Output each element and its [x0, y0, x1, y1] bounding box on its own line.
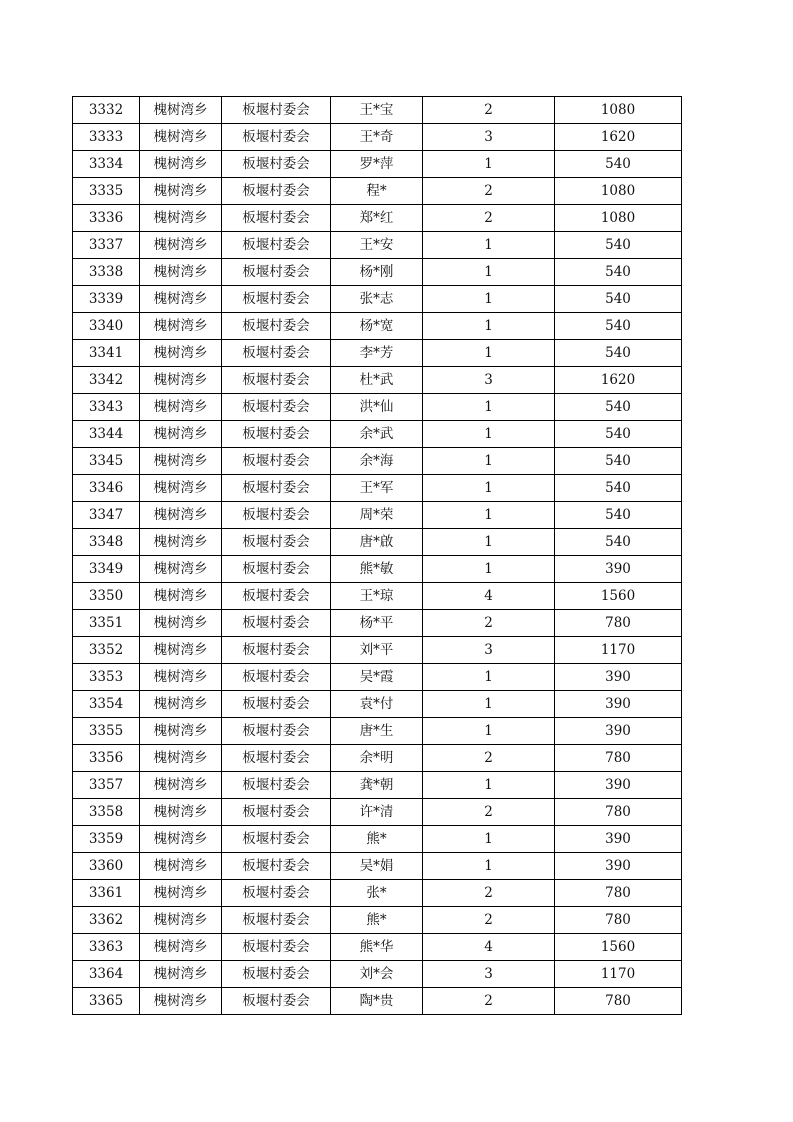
cell-village-committee: 板堰村委会: [222, 799, 331, 826]
cell-village-committee: 板堰村委会: [222, 556, 331, 583]
table-row: [73, 367, 682, 394]
table-row: [73, 151, 682, 178]
cell-township: 槐树湾乡: [140, 664, 222, 691]
cell-serial-number: 3355: [73, 718, 140, 745]
table-row: [73, 259, 682, 286]
cell-village-committee: 板堰村委会: [222, 259, 331, 286]
data-table: [72, 96, 682, 1015]
table-row: [73, 286, 682, 313]
table-row: [73, 880, 682, 907]
cell-township: 槐树湾乡: [140, 475, 222, 502]
cell-amount: 780: [555, 880, 682, 907]
cell-person-count: 1: [423, 718, 555, 745]
cell-person-count: 3: [423, 961, 555, 988]
cell-township: 槐树湾乡: [140, 718, 222, 745]
cell-serial-number: 3357: [73, 772, 140, 799]
cell-amount: 540: [555, 421, 682, 448]
cell-township: 槐树湾乡: [140, 691, 222, 718]
cell-person-count: 1: [423, 421, 555, 448]
cell-township: 槐树湾乡: [140, 124, 222, 151]
table-row: [73, 583, 682, 610]
cell-amount: 540: [555, 475, 682, 502]
cell-person-name: 李*芳: [331, 340, 423, 367]
cell-person-count: 1: [423, 691, 555, 718]
cell-amount: 540: [555, 232, 682, 259]
cell-amount: 540: [555, 448, 682, 475]
table-body: [73, 97, 682, 1015]
cell-township: 槐树湾乡: [140, 232, 222, 259]
cell-township: 槐树湾乡: [140, 556, 222, 583]
cell-person-name: 刘*会: [331, 961, 423, 988]
cell-person-count: 1: [423, 448, 555, 475]
cell-person-name: 袁*付: [331, 691, 423, 718]
cell-person-name: 熊*: [331, 907, 423, 934]
cell-township: 槐树湾乡: [140, 367, 222, 394]
table-row: [73, 799, 682, 826]
cell-person-count: 2: [423, 799, 555, 826]
cell-township: 槐树湾乡: [140, 880, 222, 907]
table-row: [73, 961, 682, 988]
cell-village-committee: 板堰村委会: [222, 907, 331, 934]
cell-person-count: 1: [423, 259, 555, 286]
cell-amount: 540: [555, 286, 682, 313]
cell-township: 槐树湾乡: [140, 286, 222, 313]
cell-person-count: 1: [423, 340, 555, 367]
cell-village-committee: 板堰村委会: [222, 718, 331, 745]
cell-person-count: 2: [423, 745, 555, 772]
table-row: [73, 664, 682, 691]
cell-serial-number: 3347: [73, 502, 140, 529]
cell-township: 槐树湾乡: [140, 151, 222, 178]
cell-person-count: 3: [423, 367, 555, 394]
cell-serial-number: 3351: [73, 610, 140, 637]
cell-serial-number: 3340: [73, 313, 140, 340]
table-row: [73, 772, 682, 799]
cell-amount: 540: [555, 340, 682, 367]
cell-serial-number: 3353: [73, 664, 140, 691]
cell-township: 槐树湾乡: [140, 259, 222, 286]
cell-township: 槐树湾乡: [140, 961, 222, 988]
cell-amount: 1080: [555, 178, 682, 205]
cell-township: 槐树湾乡: [140, 745, 222, 772]
cell-serial-number: 3341: [73, 340, 140, 367]
cell-person-name: 程*: [331, 178, 423, 205]
cell-person-name: 王*奇: [331, 124, 423, 151]
cell-amount: 1080: [555, 205, 682, 232]
cell-village-committee: 板堰村委会: [222, 475, 331, 502]
cell-person-name: 唐*生: [331, 718, 423, 745]
cell-village-committee: 板堰村委会: [222, 691, 331, 718]
cell-village-committee: 板堰村委会: [222, 529, 331, 556]
cell-serial-number: 3337: [73, 232, 140, 259]
cell-village-committee: 板堰村委会: [222, 610, 331, 637]
table-row: [73, 340, 682, 367]
cell-serial-number: 3338: [73, 259, 140, 286]
cell-amount: 540: [555, 259, 682, 286]
cell-person-count: 1: [423, 286, 555, 313]
cell-serial-number: 3333: [73, 124, 140, 151]
cell-amount: 390: [555, 853, 682, 880]
cell-village-committee: 板堰村委会: [222, 313, 331, 340]
cell-village-committee: 板堰村委会: [222, 826, 331, 853]
cell-amount: 1620: [555, 367, 682, 394]
table-row: [73, 637, 682, 664]
cell-person-name: 刘*平: [331, 637, 423, 664]
cell-serial-number: 3365: [73, 988, 140, 1015]
cell-township: 槐树湾乡: [140, 610, 222, 637]
cell-person-name: 周*荣: [331, 502, 423, 529]
cell-village-committee: 板堰村委会: [222, 340, 331, 367]
cell-person-count: 2: [423, 880, 555, 907]
cell-village-committee: 板堰村委会: [222, 664, 331, 691]
cell-person-name: 余*明: [331, 745, 423, 772]
cell-township: 槐树湾乡: [140, 907, 222, 934]
cell-township: 槐树湾乡: [140, 853, 222, 880]
cell-person-name: 王*琼: [331, 583, 423, 610]
cell-amount: 780: [555, 610, 682, 637]
cell-township: 槐树湾乡: [140, 448, 222, 475]
cell-village-committee: 板堰村委会: [222, 367, 331, 394]
cell-person-name: 吴*娟: [331, 853, 423, 880]
cell-amount: 1560: [555, 934, 682, 961]
cell-township: 槐树湾乡: [140, 583, 222, 610]
table-row: [73, 448, 682, 475]
cell-village-committee: 板堰村委会: [222, 421, 331, 448]
cell-person-name: 张*志: [331, 286, 423, 313]
cell-person-name: 杨*平: [331, 610, 423, 637]
cell-person-count: 4: [423, 934, 555, 961]
cell-person-count: 1: [423, 664, 555, 691]
cell-person-name: 熊*敏: [331, 556, 423, 583]
table-row: [73, 97, 682, 124]
cell-amount: 1620: [555, 124, 682, 151]
cell-serial-number: 3359: [73, 826, 140, 853]
cell-amount: 390: [555, 664, 682, 691]
cell-person-name: 王*安: [331, 232, 423, 259]
cell-township: 槐树湾乡: [140, 529, 222, 556]
cell-township: 槐树湾乡: [140, 772, 222, 799]
cell-serial-number: 3343: [73, 394, 140, 421]
cell-amount: 540: [555, 313, 682, 340]
table-row: [73, 205, 682, 232]
cell-person-name: 唐*啟: [331, 529, 423, 556]
cell-village-committee: 板堰村委会: [222, 151, 331, 178]
cell-person-count: 3: [423, 124, 555, 151]
table-row: [73, 178, 682, 205]
cell-amount: 540: [555, 151, 682, 178]
cell-township: 槐树湾乡: [140, 421, 222, 448]
cell-amount: 780: [555, 988, 682, 1015]
cell-serial-number: 3358: [73, 799, 140, 826]
cell-person-count: 1: [423, 313, 555, 340]
cell-village-committee: 板堰村委会: [222, 394, 331, 421]
table-row: [73, 934, 682, 961]
cell-township: 槐树湾乡: [140, 178, 222, 205]
cell-township: 槐树湾乡: [140, 502, 222, 529]
cell-person-name: 罗*萍: [331, 151, 423, 178]
cell-person-count: 4: [423, 583, 555, 610]
cell-person-name: 杨*宽: [331, 313, 423, 340]
cell-village-committee: 板堰村委会: [222, 772, 331, 799]
cell-person-count: 2: [423, 205, 555, 232]
table-row: [73, 124, 682, 151]
cell-village-committee: 板堰村委会: [222, 988, 331, 1015]
cell-village-committee: 板堰村委会: [222, 286, 331, 313]
cell-person-name: 吴*霞: [331, 664, 423, 691]
cell-township: 槐树湾乡: [140, 988, 222, 1015]
cell-village-committee: 板堰村委会: [222, 637, 331, 664]
cell-township: 槐树湾乡: [140, 799, 222, 826]
table-row: [73, 745, 682, 772]
cell-serial-number: 3352: [73, 637, 140, 664]
cell-serial-number: 3361: [73, 880, 140, 907]
table-row: [73, 529, 682, 556]
cell-amount: 540: [555, 502, 682, 529]
cell-amount: 390: [555, 718, 682, 745]
cell-village-committee: 板堰村委会: [222, 853, 331, 880]
cell-person-count: 1: [423, 826, 555, 853]
cell-serial-number: 3334: [73, 151, 140, 178]
cell-amount: 780: [555, 799, 682, 826]
cell-person-name: 杜*武: [331, 367, 423, 394]
cell-village-committee: 板堰村委会: [222, 97, 331, 124]
cell-township: 槐树湾乡: [140, 205, 222, 232]
cell-person-name: 张*: [331, 880, 423, 907]
cell-serial-number: 3344: [73, 421, 140, 448]
cell-amount: 780: [555, 745, 682, 772]
cell-township: 槐树湾乡: [140, 340, 222, 367]
cell-person-count: 1: [423, 232, 555, 259]
cell-serial-number: 3350: [73, 583, 140, 610]
table-row: [73, 232, 682, 259]
cell-amount: 390: [555, 691, 682, 718]
cell-village-committee: 板堰村委会: [222, 178, 331, 205]
cell-person-count: 1: [423, 529, 555, 556]
cell-person-name: 余*海: [331, 448, 423, 475]
table-row: [73, 718, 682, 745]
cell-serial-number: 3356: [73, 745, 140, 772]
cell-person-name: 洪*仙: [331, 394, 423, 421]
cell-serial-number: 3354: [73, 691, 140, 718]
table-row: [73, 610, 682, 637]
cell-township: 槐树湾乡: [140, 826, 222, 853]
cell-person-count: 1: [423, 394, 555, 421]
cell-amount: 1560: [555, 583, 682, 610]
cell-serial-number: 3363: [73, 934, 140, 961]
cell-amount: 1170: [555, 961, 682, 988]
cell-person-name: 熊*: [331, 826, 423, 853]
cell-township: 槐树湾乡: [140, 313, 222, 340]
cell-serial-number: 3348: [73, 529, 140, 556]
cell-person-count: 2: [423, 178, 555, 205]
cell-person-name: 王*军: [331, 475, 423, 502]
cell-person-name: 龚*朝: [331, 772, 423, 799]
cell-serial-number: 3346: [73, 475, 140, 502]
table-row: [73, 556, 682, 583]
table-row: [73, 988, 682, 1015]
cell-person-count: 1: [423, 853, 555, 880]
cell-person-name: 王*宝: [331, 97, 423, 124]
cell-village-committee: 板堰村委会: [222, 232, 331, 259]
cell-amount: 390: [555, 826, 682, 853]
cell-amount: 780: [555, 907, 682, 934]
cell-village-committee: 板堰村委会: [222, 745, 331, 772]
cell-amount: 390: [555, 772, 682, 799]
table-row: [73, 502, 682, 529]
cell-township: 槐树湾乡: [140, 934, 222, 961]
cell-person-name: 余*武: [331, 421, 423, 448]
cell-serial-number: 3336: [73, 205, 140, 232]
cell-village-committee: 板堰村委会: [222, 880, 331, 907]
cell-village-committee: 板堰村委会: [222, 205, 331, 232]
table-row: [73, 826, 682, 853]
cell-village-committee: 板堰村委会: [222, 448, 331, 475]
cell-person-name: 许*清: [331, 799, 423, 826]
cell-village-committee: 板堰村委会: [222, 502, 331, 529]
cell-person-count: 1: [423, 502, 555, 529]
cell-village-committee: 板堰村委会: [222, 961, 331, 988]
cell-serial-number: 3332: [73, 97, 140, 124]
cell-township: 槐树湾乡: [140, 394, 222, 421]
cell-person-name: 陶*贵: [331, 988, 423, 1015]
cell-serial-number: 3364: [73, 961, 140, 988]
cell-person-count: 2: [423, 97, 555, 124]
cell-serial-number: 3362: [73, 907, 140, 934]
table-row: [73, 475, 682, 502]
cell-person-count: 2: [423, 988, 555, 1015]
cell-person-count: 1: [423, 556, 555, 583]
cell-amount: 540: [555, 394, 682, 421]
cell-person-name: 杨*刚: [331, 259, 423, 286]
table-row: [73, 853, 682, 880]
table-row: [73, 907, 682, 934]
cell-township: 槐树湾乡: [140, 637, 222, 664]
cell-serial-number: 3345: [73, 448, 140, 475]
cell-village-committee: 板堰村委会: [222, 934, 331, 961]
cell-serial-number: 3335: [73, 178, 140, 205]
cell-village-committee: 板堰村委会: [222, 124, 331, 151]
table-row: [73, 394, 682, 421]
cell-serial-number: 3349: [73, 556, 140, 583]
cell-serial-number: 3342: [73, 367, 140, 394]
cell-village-committee: 板堰村委会: [222, 583, 331, 610]
cell-person-count: 1: [423, 772, 555, 799]
cell-person-count: 3: [423, 637, 555, 664]
cell-township: 槐树湾乡: [140, 97, 222, 124]
cell-person-name: 熊*华: [331, 934, 423, 961]
table-row: [73, 691, 682, 718]
cell-person-count: 2: [423, 907, 555, 934]
cell-amount: 1080: [555, 97, 682, 124]
cell-amount: 390: [555, 556, 682, 583]
cell-serial-number: 3360: [73, 853, 140, 880]
table-row: [73, 313, 682, 340]
cell-serial-number: 3339: [73, 286, 140, 313]
table-row: [73, 421, 682, 448]
cell-person-count: 2: [423, 610, 555, 637]
cell-person-count: 1: [423, 151, 555, 178]
cell-amount: 540: [555, 529, 682, 556]
cell-person-count: 1: [423, 475, 555, 502]
cell-amount: 1170: [555, 637, 682, 664]
cell-person-name: 郑*红: [331, 205, 423, 232]
